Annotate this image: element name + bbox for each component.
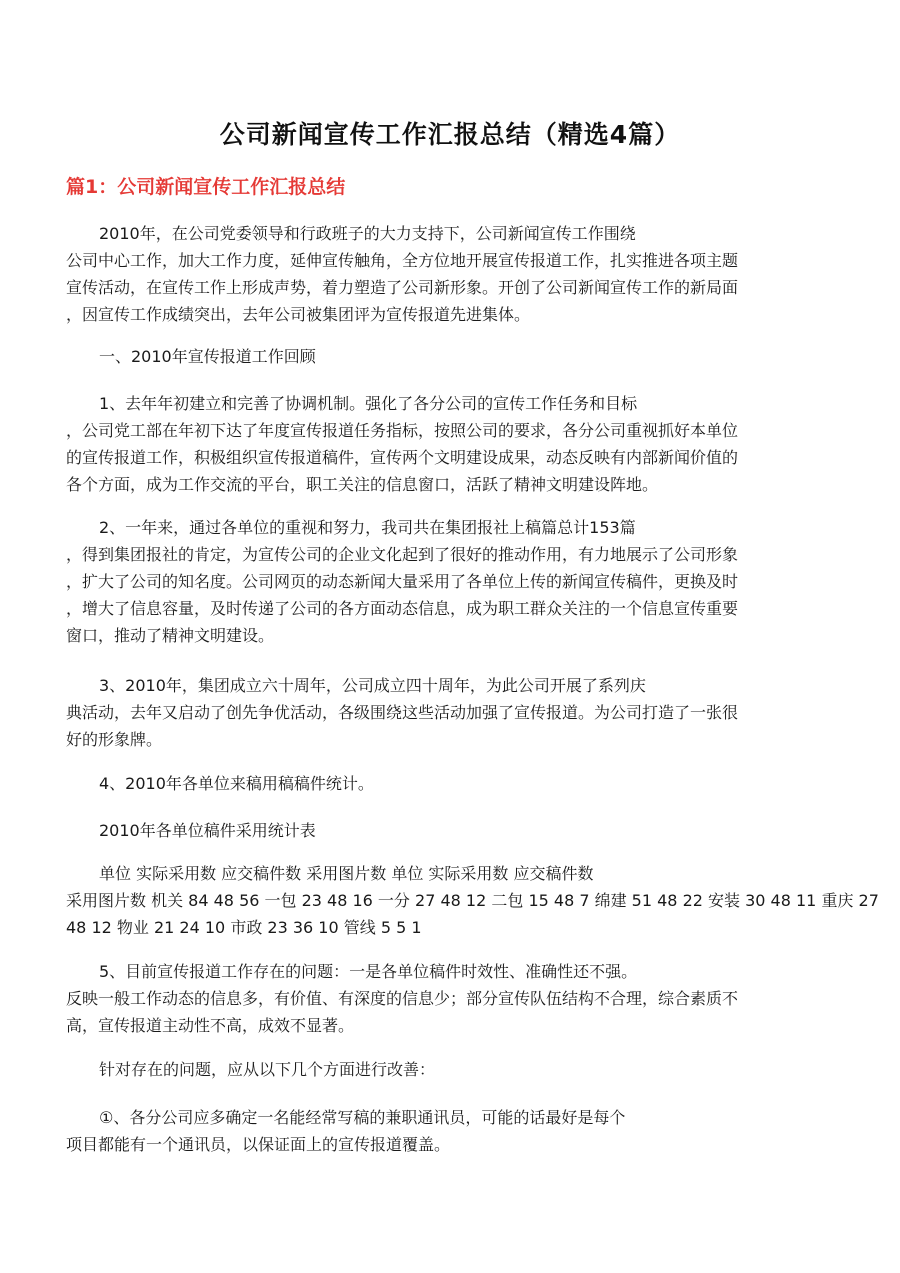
text-line: 2010年，在公司党委领导和行政班子的大力支持下，公司新闻宣传工作围绕 (99, 224, 636, 243)
text-line: ，得到集团报社的肯定，为宣传公司的企业文化起到了很好的推动作用，有力地展示了公司形象 (66, 545, 739, 564)
text-line: ，增大了信息容量，及时传递了公司的各方面动态信息，成为职工群众关注的一个信息宣传重要 (66, 599, 739, 618)
paragraph-item-4 (66, 770, 841, 797)
text-line: 各个方面，成为工作交流的平台，职工关注的信息窗口，活跃了精神文明建设阵地。 (66, 475, 659, 494)
paragraph-improvement-intro (66, 1056, 841, 1083)
text-line: 采用图片数 机关 84 48 56 一包 23 48 16 一分 27 48 12 二包 15 48 7 绵建 51 48 22 安装 30 48 11 重庆 27 (66, 891, 879, 910)
text-line: 2010年各单位稿件采用统计表 (99, 821, 316, 840)
text-line: 5、目前宣传报道工作存在的问题：一是各单位稿件时效性、准确性还不强。 (99, 962, 638, 981)
paragraph-improvement-1 (66, 1104, 841, 1158)
paragraph-table-data (66, 860, 879, 941)
paragraph-item-5 (66, 958, 841, 1039)
text-line: 3、2010年，集团成立六十周年，公司成立四十周年，为此公司开展了系列庆 (99, 676, 646, 695)
text-line: 项目都能有一个通讯员，以保证面上的宣传报道覆盖。 (66, 1135, 451, 1154)
text-line: 反映一般工作动态的信息多，有价值、有深度的信息少；部分宣传队伍结构不合理，综合素质不 (66, 989, 739, 1008)
text-line: ，扩大了公司的知名度。公司网页的动态新闻大量采用了各单位上传的新闻宣传稿件，更换及时 (66, 572, 739, 591)
paragraph-table-caption (66, 817, 841, 844)
paragraph-intro (66, 220, 841, 328)
text-line: 典活动，去年又启动了创先争优活动，各级围绕这些活动加强了宣传报道。为公司打造了一张很 (66, 703, 739, 722)
text-line: 公司中心工作，加大工作力度，延伸宣传触角，全方位地开展宣传报道工作，扎实推进各项主题 (66, 251, 739, 270)
text-line: 单位 实际采用数 应交稿件数 采用图片数 单位 实际采用数 应交稿件数 (99, 864, 594, 883)
text-line: 的宣传报道工作，积极组织宣传报道稿件，宣传两个文明建设成果，动态反映有内部新闻价值的 (66, 448, 739, 467)
document-title: 公司新闻宣传工作汇报总结（精选4篇） (219, 120, 681, 149)
text-line: 48 12 物业 21 24 10 市政 23 36 10 管线 5 5 1 (66, 918, 422, 937)
text-line: 4、2010年各单位来稿用稿稿件统计。 (99, 774, 374, 793)
text-line: ，因宣传工作成绩突出，去年公司被集团评为宣传报道先进集体。 (66, 305, 531, 324)
paragraph-item-1 (66, 390, 841, 498)
text-line: ，公司党工部在年初下达了年度宣传报道任务指标，按照公司的要求，各分公司重视抓好本单位 (66, 421, 739, 440)
text-line: 针对存在的问题，应从以下几个方面进行改善： (99, 1060, 436, 1079)
text-line: 2、一年来，通过各单位的重视和努力，我司共在集团报社上稿篇总计153篇 (99, 518, 636, 537)
text-line: 窗口，推动了精神文明建设。 (66, 626, 275, 645)
text-line: 一、2010年宣传报道工作回顾 (99, 347, 316, 366)
paragraph-item-2 (66, 514, 841, 649)
paragraph-review-heading (66, 343, 841, 370)
text-line: 高，宣传报道主动性不高，成效不显著。 (66, 1016, 355, 1035)
text-line: ①、各分公司应多确定一名能经常写稿的兼职通讯员，可能的话最好是每个 (99, 1108, 626, 1127)
text-line: 宣传活动，在宣传工作上形成声势，着力塑造了公司新形象。开创了公司新闻宣传工作的新局面 (66, 278, 739, 297)
text-line: 好的形象牌。 (66, 730, 163, 749)
paragraph-item-3 (66, 672, 841, 753)
section-heading: 篇1：公司新闻宣传工作汇报总结 (66, 176, 346, 198)
text-line: 1、去年年初建立和完善了协调机制。强化了各分公司的宣传工作任务和目标 (99, 394, 638, 413)
